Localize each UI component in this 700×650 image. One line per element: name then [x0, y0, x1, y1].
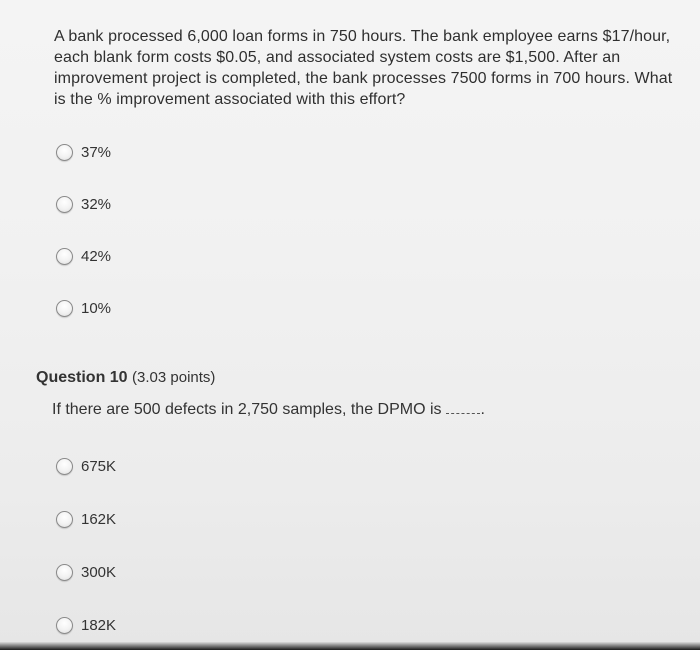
- option-label: 182K: [81, 617, 117, 634]
- blank-suffix: .: [480, 401, 485, 418]
- radio-button[interactable]: [56, 458, 73, 475]
- radio-button[interactable]: [56, 511, 73, 528]
- option-300k[interactable]: [56, 564, 116, 581]
- question-number: Question 10: [36, 369, 128, 386]
- radio-button[interactable]: [56, 248, 73, 265]
- option-label: 675K: [81, 458, 117, 475]
- option-675k[interactable]: [56, 458, 116, 475]
- option-label: 42%: [81, 248, 112, 265]
- screen-bottom-edge: [0, 642, 700, 650]
- question-9-text: A bank processed 6,000 loan forms in 750 hours. The bank employee earns $17/hour, each blank form costs $0.05, and associated system costs are $1,500. After an improvement project is completed, the bank processes 7500 forms in 700 hours. What is the % improvement associated with this effort?: [54, 28, 673, 108]
- option-label: 162K: [81, 511, 117, 528]
- radio-button[interactable]: [56, 617, 73, 634]
- question-points: (3.03 points): [132, 369, 216, 386]
- radio-button[interactable]: [56, 196, 73, 213]
- radio-button[interactable]: [56, 300, 73, 317]
- radio-button[interactable]: [56, 144, 73, 161]
- option-182k[interactable]: [56, 617, 116, 634]
- question-10-text: [52, 401, 485, 419]
- answer-blank: [446, 403, 480, 414]
- option-label: 32%: [81, 196, 112, 213]
- option-162k[interactable]: [56, 511, 116, 528]
- option-label: 37%: [81, 144, 112, 161]
- option-label: 300K: [81, 564, 117, 581]
- question-10-header: [36, 369, 215, 387]
- option-10-percent[interactable]: [56, 300, 111, 317]
- radio-button[interactable]: [56, 564, 73, 581]
- question-prompt: If there are 500 defects in 2,750 samples, the DPMO is: [52, 401, 442, 418]
- option-label: 10%: [81, 300, 112, 317]
- option-32-percent[interactable]: [56, 196, 111, 213]
- option-42-percent[interactable]: [56, 248, 111, 265]
- option-37-percent[interactable]: [56, 144, 111, 161]
